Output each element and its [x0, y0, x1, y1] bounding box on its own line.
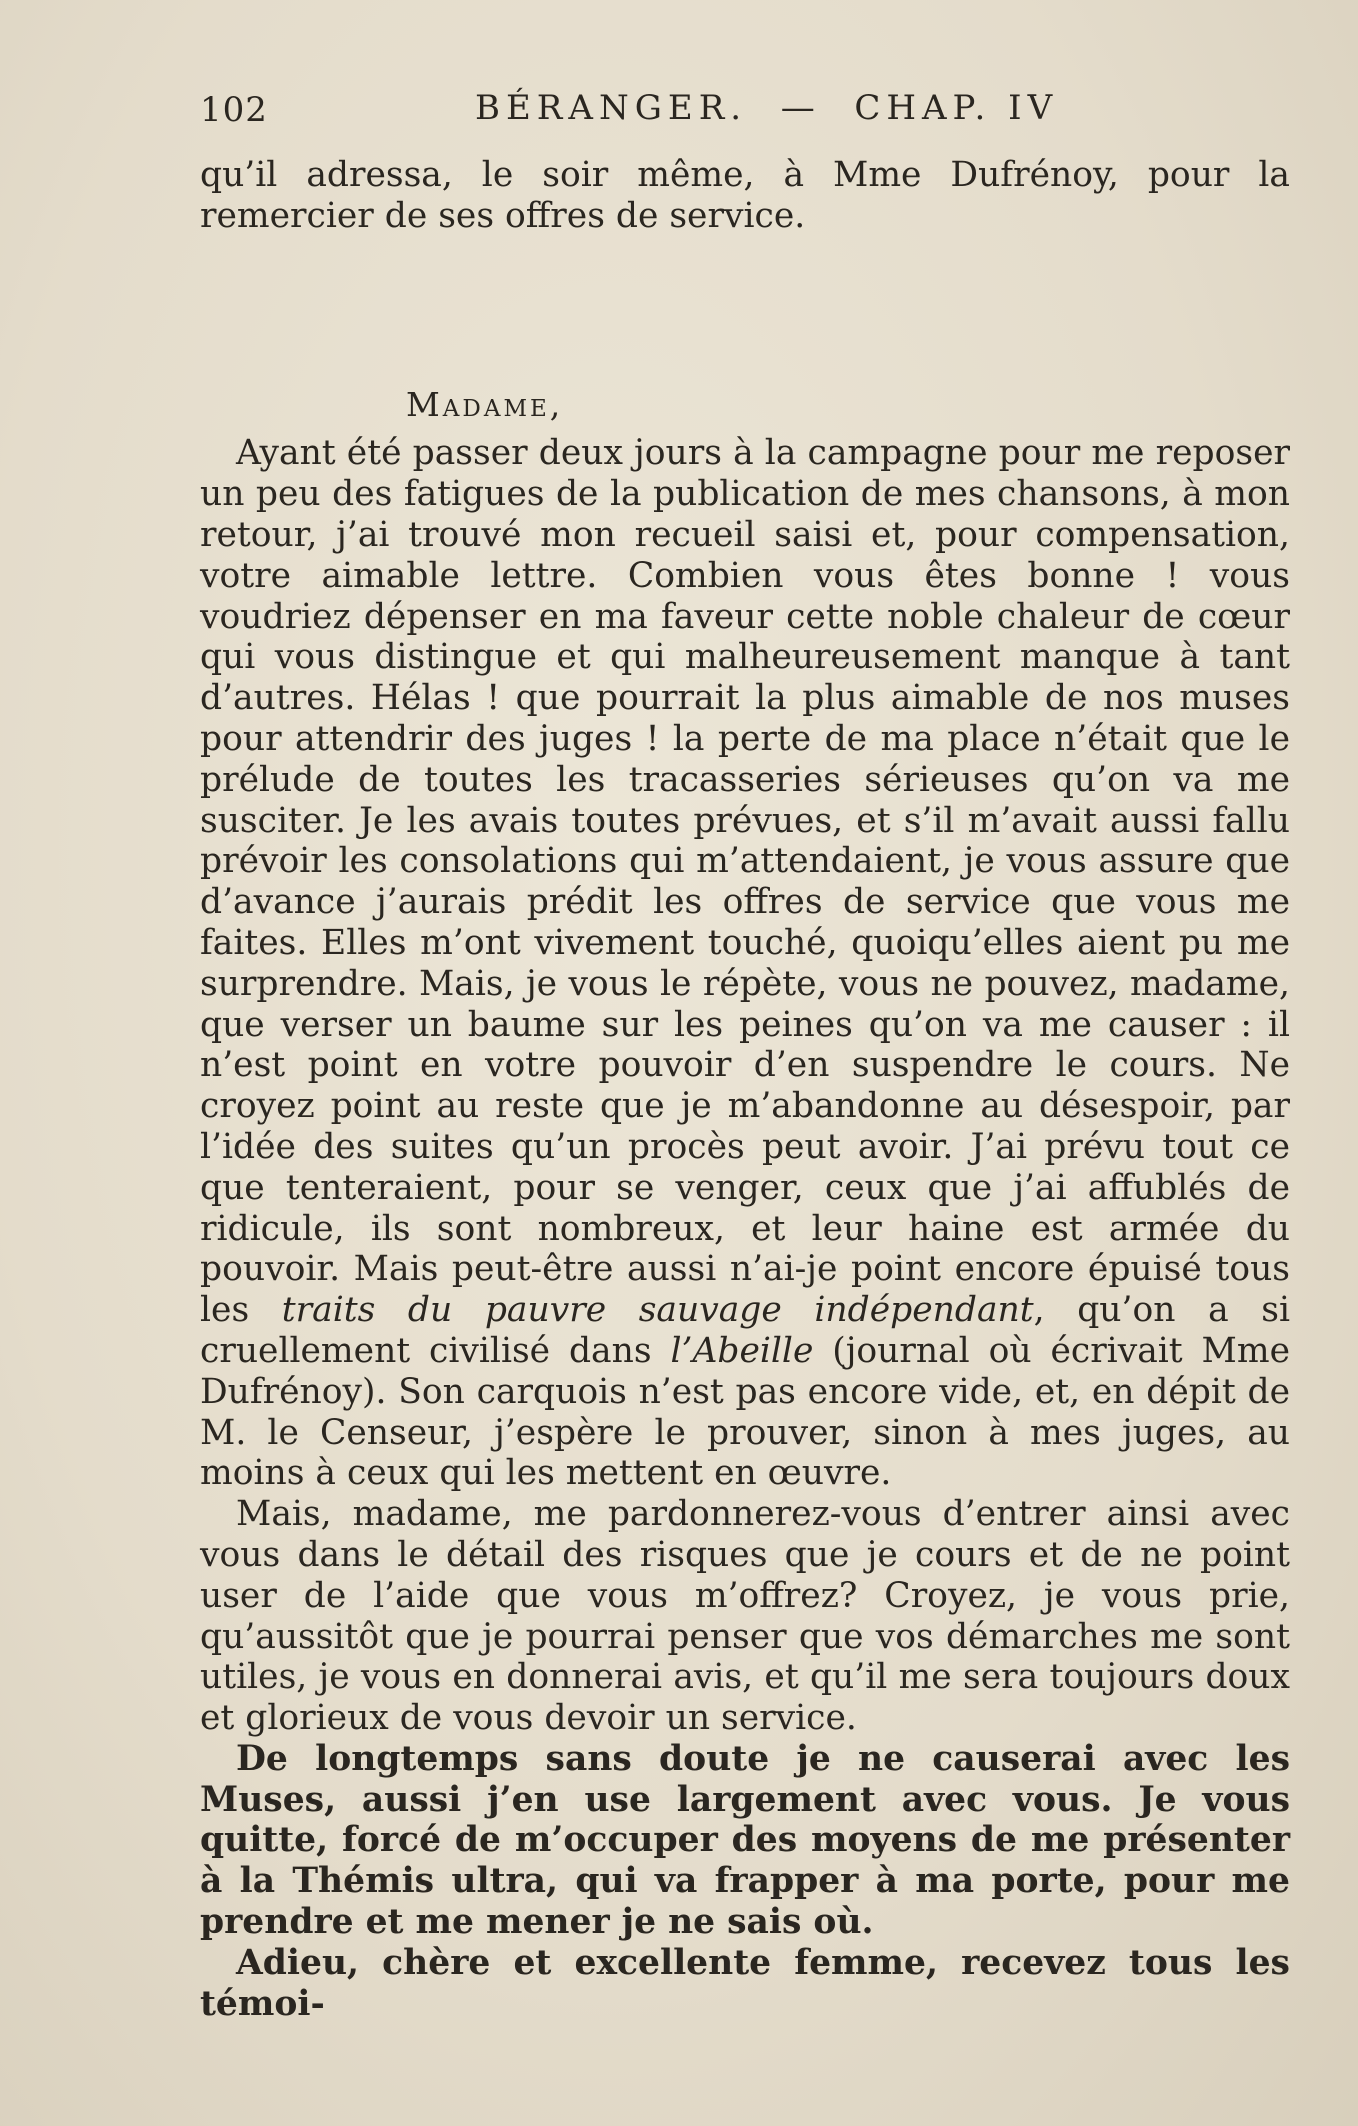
paragraph-1-text-c: (journal où écrivait Mme Dufrénoy). Son carquois n’est pas encore vide, et, en dépit de M. le Censeur, j’espère le prouver, sinon à mes juges, au moins à ceux qui les mettent en œuvre. [200, 1330, 1291, 1494]
letter-paragraph-3: De longtemps sans doute je ne causerai avec les Muses, aussi j’en use largement avec vous. Je vous quitte, forcé de m’occuper des moyens de me présenter à la Thémis ultra, qui va frapper à ma porte, pour me prendre et me mener je ne sais où. [200, 1738, 1290, 1943]
running-head [200, 80, 1300, 140]
paragraph-1-text-a: Ayant été passer deux jours à la campagne pour me reposer un peu des fatigues de la publication de mes chansons, à mon retour, j’ai trouvé mon recueil saisi et, pour compensation, votre aimable lettre. Combien vous êtes bonne ! vous voudriez dépenser en ma faveur cette noble chaleur de cœur qui vous distingue et qui malheureusement manque à tant d’autres. Hélas ! que pourrait la plus aimable de nos muses pour attendrir des juges ! la perte de ma place n’était que le prélude de toutes les tracasseries sérieuses qu’on va me susciter. Je les avais toutes prévues, et s’il m’avait aussi fallu prévoir les consolations qui m’attendaient, je vous assure que d’avance j’aurais prédit les offres de service que vous me faites. Elles m’ont vivement touché, quoiqu’elles aient pu me surprendre. Mais, je vous le répète, vous ne pouvez, madame, que verser un baume sur les peines qu’on va me causer : il n’est point en votre pouvoir d’en suspendre le cours. Ne croyez point au reste que je m’abandonne au désespoir, par l’idée des suites qu’un procès peut avoir. J’ai prévu tout ce que tenteraient, pour se venger, ceux que j’ai affublés de ridicule, ils sont nombreux, et leur haine est armée du pouvoir. Mais peut-être aussi n’ai-je point encore épuisé tous les [200, 433, 1290, 1331]
running-title: BÉRANGER. — CHAP. IV [475, 88, 1059, 128]
italic-quote: traits du pauvre sauvage indépendant [281, 1290, 1034, 1331]
page-number: 102 [200, 90, 268, 130]
letter-paragraph-4: Adieu, chère et excellente femme, recevez tous les témoi- [200, 1942, 1290, 2024]
italic-journal-title: l’Abeille [670, 1330, 814, 1371]
intro-paragraph: qu’il adressa, le soir même, à Mme Dufrénoy, pour la remercier de ses offres de service. [200, 155, 1290, 236]
letter-salutation: Madame, [406, 384, 564, 424]
body-text [200, 155, 1290, 2024]
letter-paragraph-2: Mais, madame, me pardonnerez-vous d’entrer ainsi avec vous dans le détail des risques que je cours et de ne point user de l’aide que vous m’offrez? Croyez, je vous prie, qu’aussitôt que je pourrai penser que vos démarches me sont utiles, je vous en donnerai avis, et qu’il me sera toujours doux et glorieux de vous devoir un service. [200, 1494, 1290, 1739]
letter-paragraph-1 [200, 433, 1290, 1494]
paragraph-1-text-b: , qu’on a si cruellement civilisé dans [200, 1290, 1291, 1371]
